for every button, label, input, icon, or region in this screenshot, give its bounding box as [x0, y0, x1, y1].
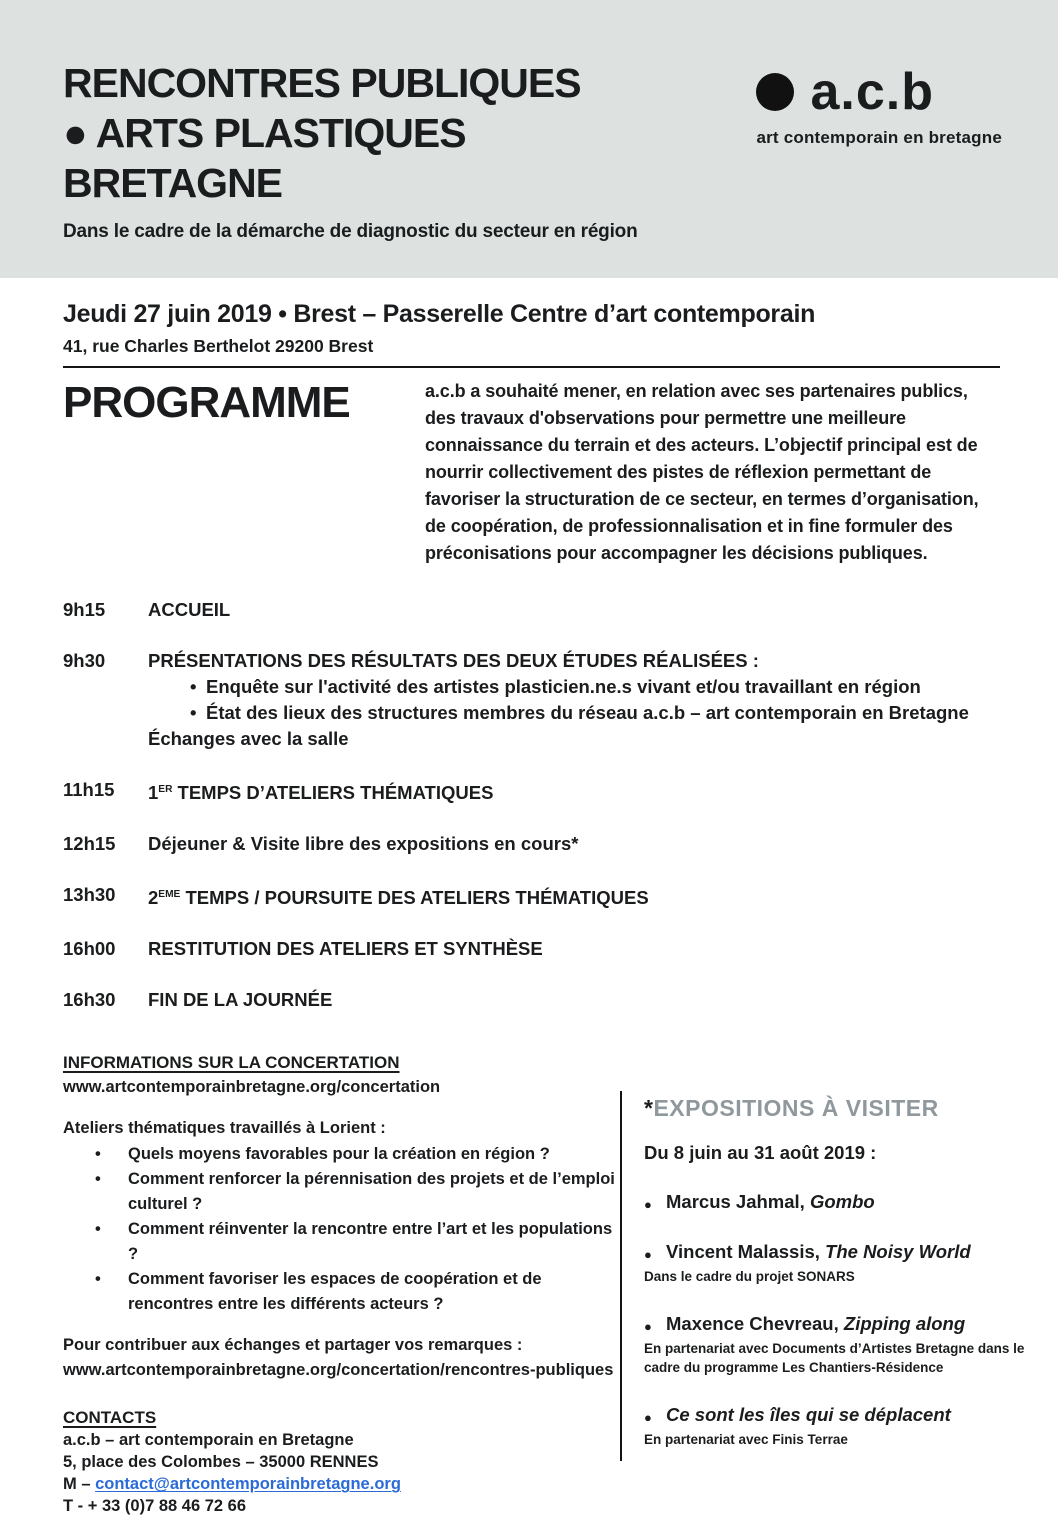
divider-rule: [63, 366, 1000, 368]
artist-name: Vincent Malassis,: [666, 1241, 826, 1263]
atelier-item: • Comment renforcer la pérennisation des projets et de l’emploi culturel ?: [63, 1167, 620, 1217]
email-prefix: M –: [63, 1475, 96, 1494]
contact-email-link[interactable]: contact@artcontemporainbretagne.org: [95, 1475, 401, 1494]
exposition-title: Ce sont les îles qui se déplacent: [666, 1404, 951, 1426]
schedule-time: 13h30: [63, 884, 116, 906]
title-line-1: RENCONTRES PUBLIQUES: [63, 60, 581, 106]
schedule-footer: Échanges avec la salle: [148, 728, 349, 749]
ordinal-suffix: ER: [158, 784, 173, 795]
ordinal-suffix: EME: [158, 889, 181, 901]
title-line-3: BRETAGNE: [63, 160, 283, 206]
expositions-dates: Du 8 juin au 31 août 2019 :: [644, 1142, 877, 1164]
exposition-title: The Noisy World: [825, 1241, 971, 1263]
schedule-row: [63, 777, 995, 806]
ordinal-number: 2: [148, 887, 159, 909]
exposition-note: En partenariat avec Finis Terrae: [644, 1432, 848, 1448]
event-heading: Jeudi 27 juin 2019 • Brest – Passerelle Centre d’art contemporain: [63, 300, 816, 328]
schedule-time: 16h00: [63, 938, 116, 960]
contact-phone: T - + 33 (0)7 88 46 72 66: [63, 1497, 246, 1516]
artist-name: Maxence Chevreau,: [666, 1313, 844, 1335]
event-address: 41, rue Charles Berthelot 29200 Brest: [63, 336, 374, 356]
schedule-bullet: • Enquête sur l'activité des artistes plasticien.ne.s vivant et/ou travaillant en région: [148, 674, 995, 700]
concertation-heading: INFORMATIONS SUR LA CONCERTATION: [63, 1053, 400, 1073]
ateliers-title: Ateliers thématiques travaillés à Lorient :: [63, 1119, 386, 1138]
contribute-block: [63, 1333, 620, 1383]
expositions-column: [620, 1091, 1028, 1461]
programme-title: PROGRAMME: [63, 378, 350, 427]
contribute-label: Pour contribuer aux échanges et partager vos remarques :: [63, 1336, 523, 1355]
concertation-column: [63, 1053, 620, 1516]
expositions-heading: [644, 1095, 1028, 1122]
exposition-item: [644, 1240, 1028, 1286]
schedule-entry: [148, 648, 995, 752]
schedule-row: [63, 882, 995, 911]
ordinal-number: 1: [148, 782, 159, 804]
schedule-title: [148, 777, 995, 806]
logo-dot-icon: [756, 73, 794, 111]
concertation-url: www.artcontemporainbretagne.org/concertation: [63, 1078, 441, 1097]
document-title-block: [63, 58, 637, 243]
schedule-title: [148, 882, 995, 911]
contacts-block: [63, 1408, 620, 1516]
schedule: [63, 597, 995, 1013]
schedule-title-text: TEMPS D’ATELIERS THÉMATIQUES: [172, 782, 494, 804]
schedule-row: [63, 987, 995, 1013]
schedule-time: 12h15: [63, 833, 116, 855]
logo-acronym: a.c.b: [810, 63, 934, 121]
schedule-row: [63, 831, 995, 857]
page-title: [63, 58, 637, 208]
schedule-title: RESTITUTION DES ATELIERS ET SYNTHÈSE: [148, 938, 543, 960]
schedule-title: Déjeuner & Visite libre des expositions en cours*: [148, 833, 579, 855]
artist-name: Marcus Jahmal,: [666, 1191, 810, 1213]
contact-org: a.c.b – art contemporain en Bretagne: [63, 1431, 354, 1450]
contact-address: 5, place des Colombes – 35000 RENNES: [63, 1453, 379, 1472]
document-subtitle: Dans le cadre de la démarche de diagnostic du secteur en région: [63, 221, 638, 242]
schedule-bullet: • État des lieux des structures membres du réseau a.c.b – art contemporain en Bretagne: [148, 700, 995, 726]
schedule-time: 9h15: [63, 599, 106, 620]
schedule-row: [63, 936, 995, 962]
event-section: [63, 300, 995, 368]
acb-logo: [756, 63, 1002, 148]
schedule-title-text: TEMPS / POURSUITE DES ATELIERS THÉMATIQUES: [180, 887, 649, 909]
exposition-item: [644, 1312, 1028, 1377]
logo-tagline: art contemporain en bretagne: [756, 128, 1002, 147]
schedule-bullet-list: [148, 674, 995, 726]
exposition-note: En partenariat avec Documents d’Artistes Bretagne dans le cadre du programme Les Chantiers-Résidence: [644, 1341, 1025, 1376]
programme-section: [63, 378, 995, 567]
schedule-row: [63, 648, 995, 752]
schedule-time: 11h15: [63, 779, 115, 800]
schedule-title: ACCUEIL: [148, 599, 231, 620]
expositions-heading-text: EXPOSITIONS À VISITER: [653, 1095, 939, 1122]
atelier-item: • Comment réinventer la rencontre entre l’art et les populations ?: [63, 1217, 620, 1267]
schedule-title: FIN DE LA JOURNÉE: [148, 989, 333, 1011]
atelier-item: • Quels moyens favorables pour la création en région ?: [63, 1142, 620, 1167]
exposition-item: [644, 1403, 1028, 1449]
contact-email-line: [63, 1475, 620, 1494]
exposition-title: Zipping along: [843, 1313, 966, 1335]
programme-intro: a.c.b a souhaité mener, en relation avec ses partenaires publics, des travaux d'observations pour permettre une meilleure connaissance du terrain et des acteurs. L’objectif principal est de nourrir collectivement des pistes de réflexion permettant de favoriser la structuration de ce secteur, en termes d’organisation, de coopération, de professionnalisation et in fine formuler des préconisations pour accompagner les décisions publiques.: [425, 381, 979, 563]
header-band: [0, 0, 1058, 278]
title-line-2: ● ARTS PLASTIQUES: [63, 110, 466, 156]
exposition-title: Gombo: [809, 1191, 875, 1213]
atelier-item: • Comment favoriser les espaces de coopération et de rencontres entre les différents acteurs ?: [63, 1267, 620, 1317]
schedule-row: [63, 597, 995, 623]
schedule-time: 9h30: [63, 650, 106, 671]
schedule-time: 16h30: [63, 989, 116, 1011]
contacts-heading: CONTACTS: [63, 1408, 157, 1428]
schedule-title: PRÉSENTATIONS DES RÉSULTATS DES DEUX ÉTUDES RÉALISÉES :: [148, 650, 759, 671]
contribute-url: www.artcontemporainbretagne.org/concertation/rencontres-publiques: [63, 1361, 614, 1380]
asterisk: *: [644, 1095, 654, 1122]
exposition-item: [644, 1190, 1028, 1214]
bottom-section: [63, 1053, 1028, 1516]
ateliers-list: [63, 1142, 620, 1317]
exposition-note: Dans le cadre du projet SONARS: [644, 1269, 855, 1285]
